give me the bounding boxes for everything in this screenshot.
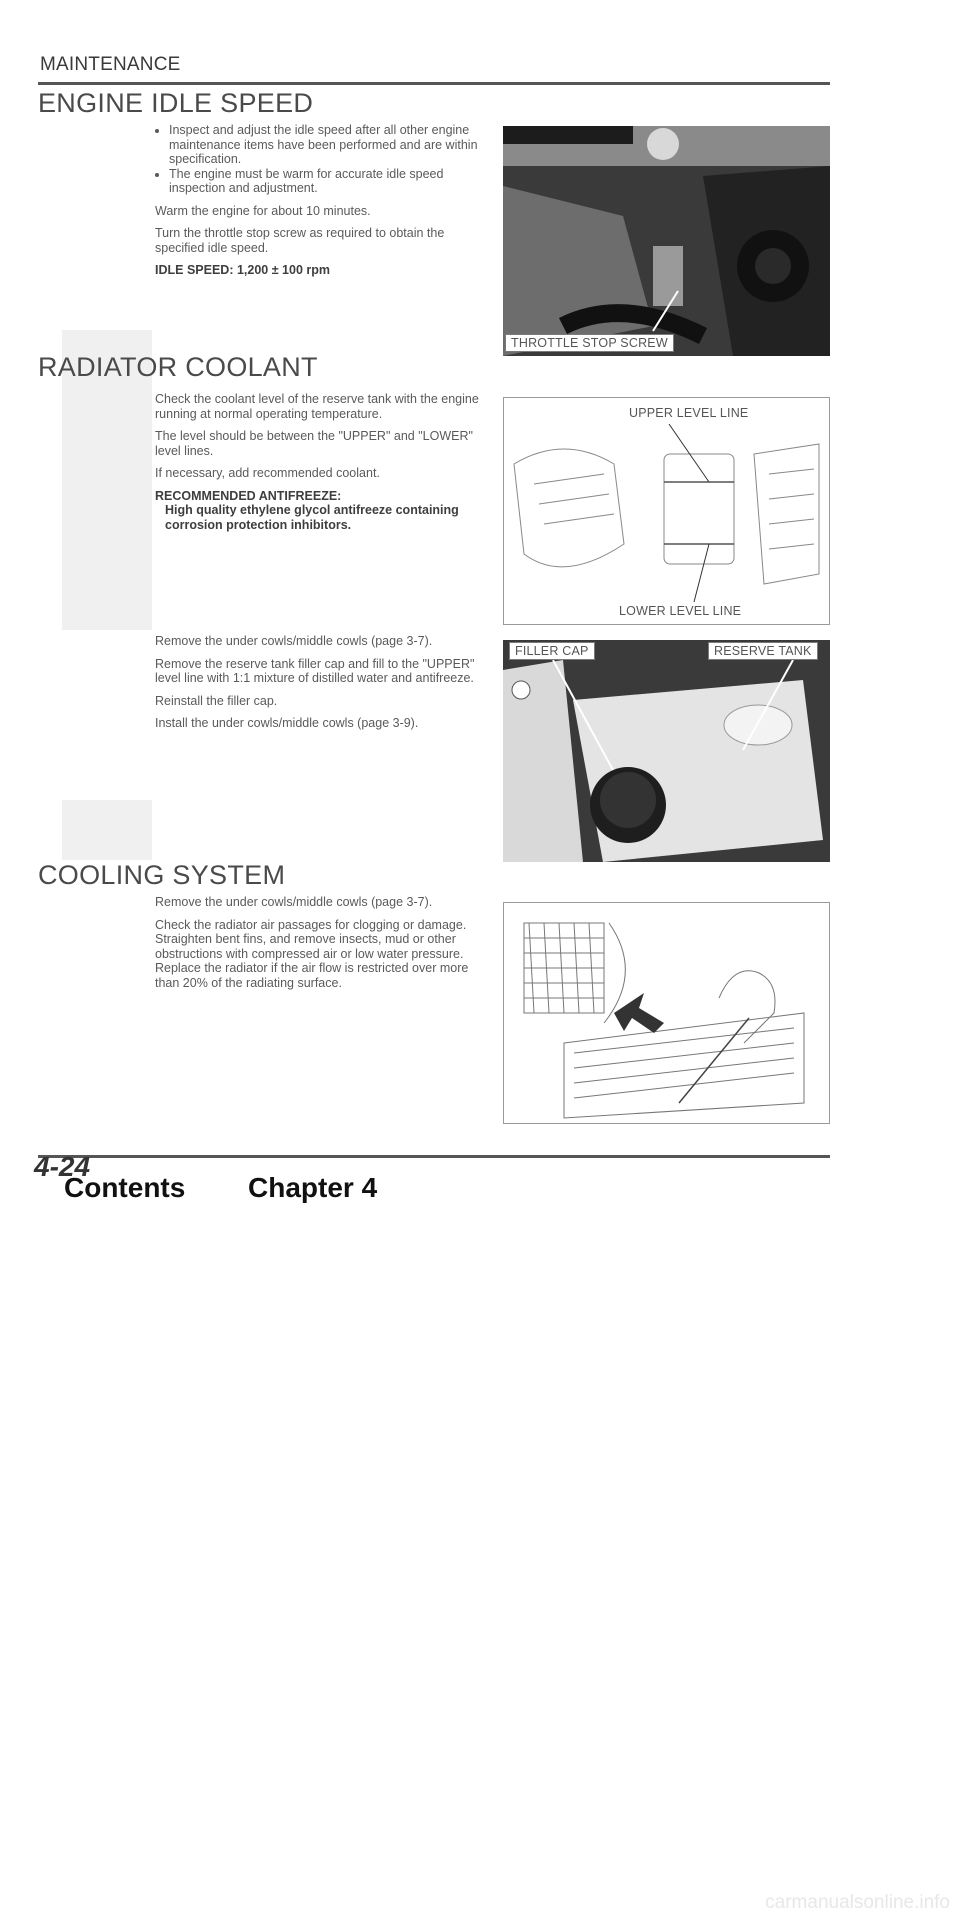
paragraph: Remove the under cowls/middle cowls (page 3-7). (155, 634, 433, 648)
photo-label-reserve-tank: RESERVE TANK (708, 642, 818, 660)
watermark-text: carmanualsonline.info (765, 1892, 950, 1913)
recommended-antifreeze-body: High quality ethylene glycol antifreeze containing corrosion protection inhibitors. (165, 503, 459, 532)
section-title-radiator-coolant: RADIATOR COOLANT (38, 352, 318, 382)
label-upper-level-line: UPPER LEVEL LINE (629, 406, 749, 420)
paragraph: Turn the throttle stop screw as required to obtain the specified idle speed. (155, 226, 445, 255)
section-label: MAINTENANCE (40, 54, 181, 75)
radiator-procedure-text (155, 634, 495, 739)
engine-idle-bullets (155, 123, 495, 196)
paragraph: Replace the radiator if the air flow is restricted over more than 20% of the radiating surface. (155, 961, 469, 990)
label-lower-level-line: LOWER LEVEL LINE (619, 604, 742, 618)
page-number: 4-24 (34, 1151, 91, 1182)
paragraph: Check the radiator air passages for clogging or damage. (155, 917, 467, 932)
engine-idle-text (155, 123, 495, 286)
reserve-tank-illustration (503, 640, 830, 862)
paragraph: Remove the under cowls/middle cowls (page 3-7). (155, 895, 433, 909)
paragraph: Straighten bent fins, and remove insects, mud or other obstructions with compressed air or low water pressure. (155, 932, 464, 961)
paragraph: Remove the reserve tank filler cap and fill to the "UPPER" level line with 1:1 mixture of distilled water and antifreeze. (155, 656, 475, 685)
throttle-stop-screw-photo (503, 126, 830, 356)
radiator-fins-drawing (504, 903, 829, 1123)
radiator-cleaning-figure (503, 902, 830, 1124)
paragraph: Check the coolant level of the reserve tank with the engine running at normal operating temperature. (155, 392, 479, 421)
level-line-drawing (504, 424, 829, 602)
photo-label-filler-cap: FILLER CAP (509, 642, 595, 660)
scan-shadow (62, 800, 152, 860)
bullet-item: • Inspect and adjust the idle speed after all other engine maintenance items have been performed and are within specification. (169, 123, 495, 167)
paragraph: Reinstall the filler cap. (155, 693, 278, 708)
bullet-item: • The engine must be warm for accurate idle speed inspection and adjustment. (169, 167, 495, 196)
reserve-tank-level-figure (503, 397, 830, 625)
footer-rule (38, 1155, 830, 1158)
paragraph: If necessary, add recommended coolant. (155, 466, 380, 480)
engine-photo-illustration (503, 126, 830, 356)
paragraph: Install the under cowls/middle cowls (page 3-9). (155, 716, 419, 730)
radiator-text (155, 392, 495, 532)
cooling-text (155, 895, 495, 990)
paragraph: The level should be between the "UPPER" and "LOWER" level lines. (155, 429, 473, 458)
idle-speed-spec: IDLE SPEED: 1,200 ± 100 rpm (155, 263, 330, 277)
reserve-tank-photo (503, 640, 830, 862)
nav-chapter-link[interactable]: Chapter 4 (248, 1172, 378, 1203)
paragraph: Warm the engine for about 10 minutes. (155, 203, 371, 218)
nav-contents-link[interactable]: Contents (64, 1172, 186, 1203)
section-title-cooling-system: COOLING SYSTEM (38, 860, 286, 890)
header-rule (38, 82, 830, 85)
photo-label-throttle-stop-screw: THROTTLE STOP SCREW (505, 334, 674, 352)
recommended-antifreeze-title: RECOMMENDED ANTIFREEZE: (155, 488, 342, 503)
section-title-engine-idle-speed: ENGINE IDLE SPEED (38, 88, 314, 118)
